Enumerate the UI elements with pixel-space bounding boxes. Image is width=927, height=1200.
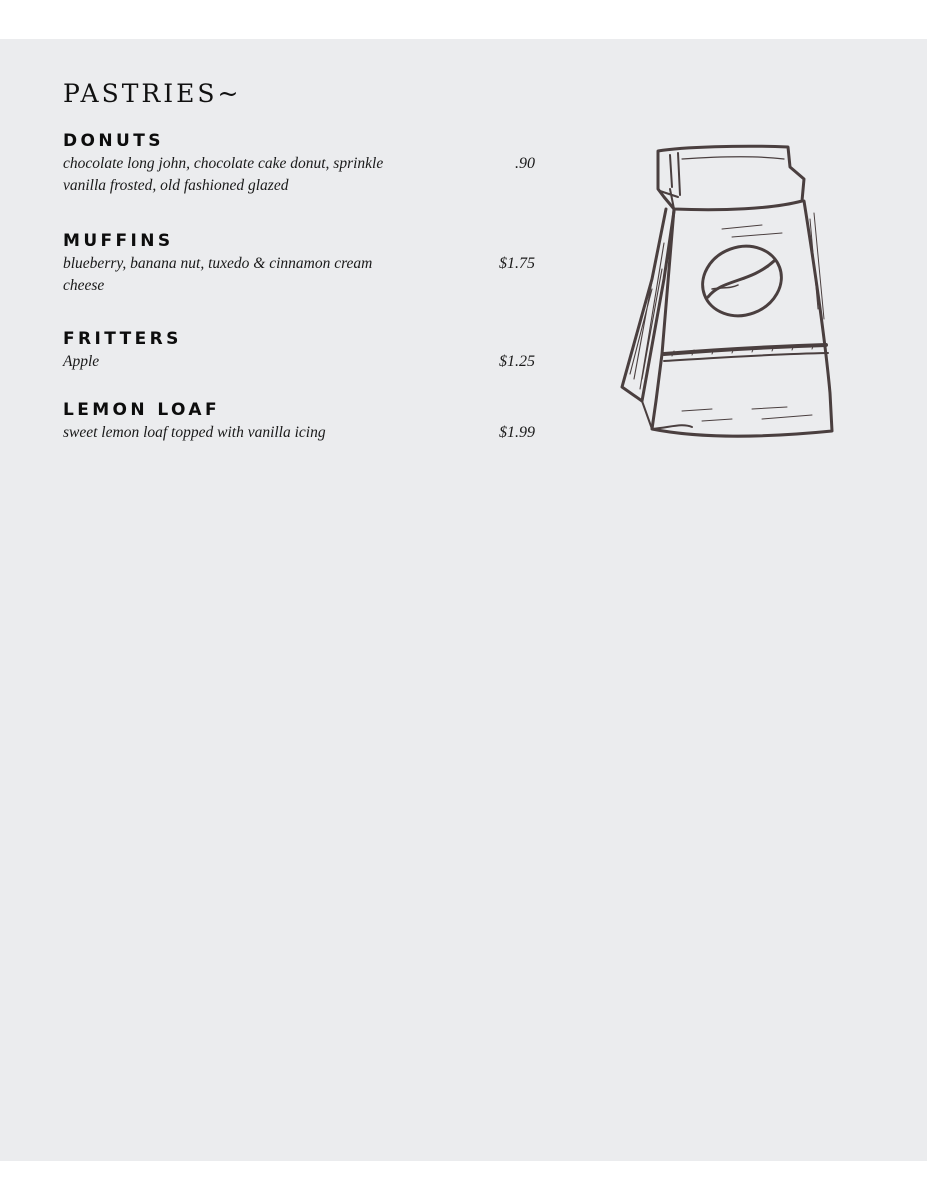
item-name: LEMON LOAF [63, 400, 220, 420]
item-description: blueberry, banana nut, tuxedo & cinnamon cream cheese [63, 255, 373, 294]
menu-item-fritters [63, 327, 535, 373]
item-price: .90 [515, 155, 535, 172]
item-description: Apple [63, 353, 100, 370]
menu-item-donuts [63, 129, 535, 197]
menu-item-muffins [63, 229, 535, 297]
menu-list [63, 129, 535, 444]
item-name: DONUTS [63, 131, 164, 151]
item-price: $1.75 [499, 255, 535, 272]
menu-page [0, 39, 927, 1161]
item-price: $1.99 [499, 424, 535, 441]
section-title: PASTRIES~ [63, 79, 242, 108]
item-price: $1.25 [499, 353, 535, 370]
item-name: MUFFINS [63, 231, 174, 251]
item-description: sweet lemon loaf topped with vanilla icing [63, 424, 326, 441]
coffee-bag-icon [612, 139, 842, 444]
menu-item-lemon-loaf [63, 398, 535, 444]
item-name: FRITTERS [63, 329, 182, 349]
item-description: chocolate long john, chocolate cake donut, sprinkle vanilla frosted, old fashioned glazed [63, 155, 384, 194]
